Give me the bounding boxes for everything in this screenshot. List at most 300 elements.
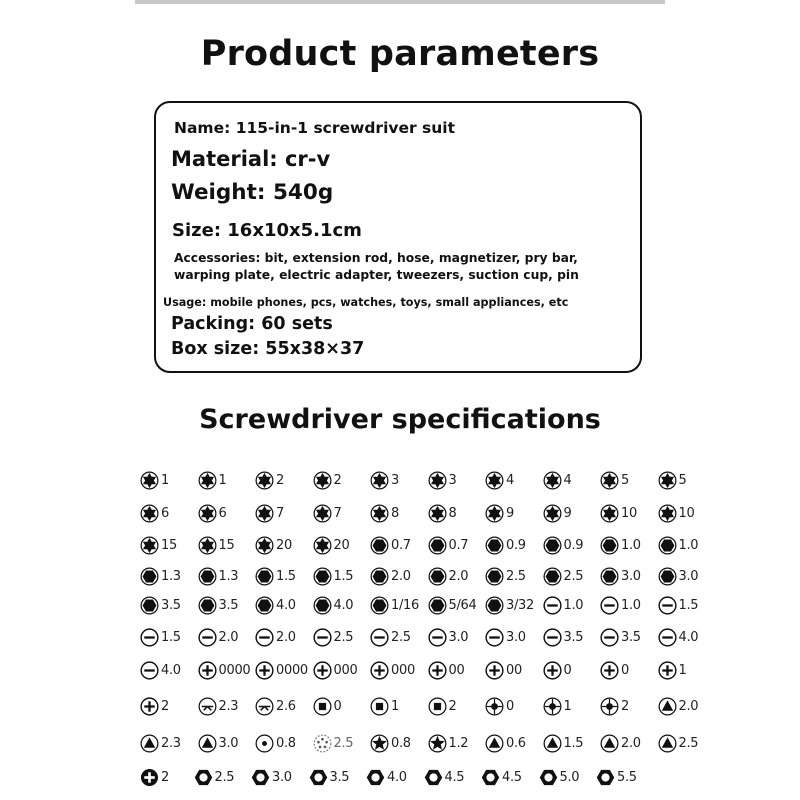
slotted-bit-icon — [658, 596, 677, 615]
hex-bit-icon — [428, 596, 447, 615]
bit-spec-item — [198, 727, 239, 759]
phillips-bit-icon — [255, 661, 274, 680]
bit-spec-item — [255, 464, 284, 496]
bit-size-label: 3 — [448, 472, 457, 488]
bit-row — [140, 589, 699, 621]
square-bit-icon — [428, 697, 447, 716]
bit-size-label: 3.5 — [329, 769, 350, 785]
bit-spec-item — [140, 654, 181, 686]
cross-bit-icon — [600, 697, 619, 716]
bit-spec-item — [658, 621, 699, 653]
bit-size-label: 0.7 — [391, 537, 411, 553]
bit-spec-item — [198, 497, 227, 529]
bit-size-label: 1.5 — [161, 629, 181, 645]
bit-spec-item — [198, 529, 235, 561]
parameters-panel — [154, 101, 642, 373]
slotted-bit-icon — [198, 628, 217, 647]
torx-bit-icon — [600, 504, 619, 523]
bit-spec-item — [428, 690, 457, 722]
torx-bit-icon — [370, 504, 389, 523]
param-usage: Usage: mobile phones, pcs, watches, toys, small appliances, etc — [163, 296, 569, 309]
bit-size-label: 1.5 — [333, 568, 354, 584]
bit-spec-item — [600, 497, 637, 529]
bit-spec-item — [481, 761, 522, 793]
bit-row — [140, 761, 680, 793]
hex-bit-icon — [140, 596, 159, 615]
bit-spec-item — [313, 529, 350, 561]
bit-size-label: 9 — [563, 505, 572, 521]
triangle-bit-icon — [600, 734, 619, 753]
bit-spec-item — [140, 761, 169, 793]
hex-bit-icon — [313, 596, 332, 615]
bit-spec-item — [313, 690, 342, 722]
bit-size-label: 5 — [678, 472, 687, 488]
phillips-bit-icon — [485, 661, 504, 680]
bit-spec-item — [255, 529, 292, 561]
torx-bit-icon — [658, 471, 677, 490]
spec-title: Screwdriver specifications — [199, 404, 601, 435]
slotted-bit-icon — [428, 628, 447, 647]
slotted-bit-icon — [255, 628, 274, 647]
bit-spec-item — [198, 654, 251, 686]
bit-spec-item — [309, 761, 350, 793]
hex-bit-icon — [255, 567, 274, 586]
bit-size-label: 3.0 — [506, 629, 526, 645]
square-bit-icon — [370, 697, 389, 716]
bit-spec-item — [255, 497, 284, 529]
bit-spec-item — [600, 464, 629, 496]
torx-bit-icon — [370, 471, 389, 490]
bit-spec-item — [366, 761, 407, 793]
torx-bit-icon — [485, 471, 504, 490]
bit-spec-item — [428, 621, 469, 653]
bit-spec-item — [485, 589, 534, 621]
bit-size-label: 0.9 — [506, 537, 526, 553]
bit-size-label: 2.0 — [391, 568, 411, 584]
bit-spec-item — [485, 464, 514, 496]
bit-spec-item — [543, 654, 572, 686]
slotted-bit-icon — [313, 628, 332, 647]
param-box-size: Box size: 55x38×37 — [171, 339, 365, 359]
bit-spec-item — [198, 621, 239, 653]
bit-spec-item — [140, 497, 169, 529]
bit-spec-item — [658, 690, 699, 722]
bit-spec-item — [370, 727, 411, 759]
bit-row — [140, 560, 699, 592]
param-material: Material: cr-v — [171, 147, 331, 171]
bit-size-label: 1/16 — [391, 597, 419, 613]
bit-spec-item — [600, 690, 629, 722]
bit-size-label: 2.5 — [506, 568, 526, 584]
bit-size-label: 4.0 — [161, 662, 181, 678]
hex-bit-icon — [543, 567, 562, 586]
torx-bit-icon — [313, 536, 332, 555]
dot-bit-icon — [255, 734, 274, 753]
bit-spec-item — [370, 464, 399, 496]
torx-bit-icon — [543, 471, 562, 490]
hex-bit-icon — [428, 567, 447, 586]
bit-size-label: 1.0 — [563, 597, 584, 613]
bit-size-label: 4.0 — [678, 629, 699, 645]
hex-bit-icon — [370, 596, 389, 615]
bit-size-label: 1 — [218, 472, 227, 488]
bit-row — [140, 529, 699, 561]
bit-size-label: 3.5 — [621, 629, 641, 645]
bit-spec-item — [543, 690, 572, 722]
bit-size-label: 0000 — [276, 662, 308, 678]
hex-bit-icon — [658, 567, 677, 586]
tri-wing-y-bit-icon — [198, 697, 217, 716]
bit-spec-item — [255, 690, 296, 722]
bit-spec-item — [600, 529, 641, 561]
bit-spec-item — [600, 589, 641, 621]
bit-spec-item — [370, 560, 411, 592]
bit-spec-item — [658, 497, 695, 529]
bit-size-label: 2 — [161, 769, 169, 785]
bit-size-label: 5.5 — [617, 769, 637, 785]
bit-spec-item — [140, 464, 169, 496]
bit-spec-item — [428, 727, 469, 759]
nut-socket-icon — [194, 768, 213, 787]
bit-size-label: 2.5 — [333, 735, 354, 751]
bit-spec-item — [485, 727, 526, 759]
bit-spec-item — [485, 560, 526, 592]
bit-size-label: 0 — [563, 662, 572, 678]
param-accessories-line2: warping plate, electric adapter, tweezers, suction cup, pin — [174, 268, 579, 282]
bit-spec-item — [251, 761, 292, 793]
bit-size-label: 2 — [276, 472, 284, 488]
bit-spec-item — [543, 560, 584, 592]
bit-spec-item — [543, 727, 584, 759]
nut-socket-icon — [366, 768, 385, 787]
bit-spec-item — [543, 497, 572, 529]
page-title: Product parameters — [200, 34, 600, 74]
bit-spec-item — [194, 761, 235, 793]
nut-socket-icon — [481, 768, 500, 787]
bit-size-label: 1 — [563, 698, 572, 714]
bit-spec-item — [600, 621, 641, 653]
bit-size-label: 2.5 — [214, 769, 235, 785]
bit-spec-item — [140, 529, 177, 561]
torx-bit-icon — [255, 536, 274, 555]
bit-spec-item — [543, 529, 584, 561]
torx-bit-icon — [198, 471, 217, 490]
bit-spec-item — [255, 589, 296, 621]
bit-spec-item — [658, 529, 699, 561]
bit-size-label: 2.0 — [218, 629, 239, 645]
triangle-bit-icon — [543, 734, 562, 753]
bit-size-label: 1.0 — [678, 537, 699, 553]
bit-size-label: 20 — [276, 537, 292, 553]
bit-spec-item — [313, 727, 354, 759]
slotted-bit-icon — [600, 596, 619, 615]
bit-size-label: 1.5 — [563, 735, 584, 751]
bit-spec-item — [428, 589, 477, 621]
bit-size-label: 15 — [218, 537, 235, 553]
bit-spec-item — [658, 727, 699, 759]
bit-size-label: 3/32 — [506, 597, 534, 613]
nut-socket-icon — [424, 768, 443, 787]
bit-size-label: 15 — [161, 537, 177, 553]
bit-row — [140, 497, 695, 529]
bit-spec-item — [370, 529, 411, 561]
bit-size-label: 4.0 — [333, 597, 354, 613]
hex-bit-icon — [370, 567, 389, 586]
hex-bit-icon — [255, 596, 274, 615]
bit-size-label: 1.0 — [621, 597, 641, 613]
bit-size-label: 3.0 — [272, 769, 292, 785]
hex-bit-icon — [198, 596, 217, 615]
bit-spec-item — [485, 654, 522, 686]
bit-spec-item — [485, 497, 514, 529]
bit-size-label: 3.0 — [621, 568, 641, 584]
bit-size-label: 4.5 — [502, 769, 522, 785]
param-size: Size: 16x10x5.1cm — [172, 220, 362, 241]
bit-size-label: 8 — [448, 505, 457, 521]
bit-spec-item — [255, 621, 296, 653]
bit-spec-item — [428, 529, 469, 561]
hex-bit-icon — [198, 567, 217, 586]
bit-size-label: 4.0 — [276, 597, 296, 613]
bit-size-label: 7 — [333, 505, 342, 521]
star-bit-icon — [428, 734, 447, 753]
bit-size-label: 3 — [391, 472, 399, 488]
bit-size-label: 6 — [161, 505, 169, 521]
bit-size-label: 5/64 — [448, 597, 477, 613]
torx-bit-icon — [140, 471, 159, 490]
bit-size-label: 2.5 — [678, 735, 699, 751]
torx-bit-icon — [255, 471, 274, 490]
bit-size-label: 2 — [621, 698, 629, 714]
bit-size-label: 6 — [218, 505, 227, 521]
bit-size-label: 0 — [333, 698, 342, 714]
hex-bit-icon — [600, 536, 619, 555]
triangle-bit-icon — [658, 734, 677, 753]
bit-spec-item — [140, 560, 181, 592]
slotted-bit-icon — [543, 596, 562, 615]
torx-bit-icon — [198, 504, 217, 523]
bit-size-label: 3.5 — [563, 629, 584, 645]
bit-spec-item — [543, 464, 572, 496]
bit-size-label: 2.3 — [218, 698, 239, 714]
hex-bit-icon — [313, 567, 332, 586]
top-divider — [135, 0, 665, 4]
bit-size-label: 0.9 — [563, 537, 584, 553]
bit-row — [140, 621, 699, 653]
bit-size-label: 2 — [161, 698, 169, 714]
bit-spec-item — [313, 560, 354, 592]
bit-size-label: 0 — [621, 662, 629, 678]
torx-bit-icon — [658, 504, 677, 523]
phillips-bit-icon — [658, 661, 677, 680]
bit-size-label: 0.8 — [391, 735, 411, 751]
bit-spec-item — [658, 464, 687, 496]
bit-size-label: 4 — [563, 472, 572, 488]
bit-size-label: 2.6 — [276, 698, 296, 714]
bit-size-label: 1.5 — [678, 597, 699, 613]
bit-spec-item — [313, 621, 354, 653]
bit-spec-item — [485, 690, 514, 722]
triangle-bit-icon — [485, 734, 504, 753]
bit-size-label: 0000 — [218, 662, 251, 678]
phillips-bit-icon — [198, 661, 217, 680]
hex-bit-icon — [370, 536, 389, 555]
hex-bit-icon — [658, 536, 677, 555]
bit-spec-item — [600, 560, 641, 592]
bit-size-label: 000 — [333, 662, 358, 678]
phillips-bit-icon — [543, 661, 562, 680]
bit-spec-item — [485, 621, 526, 653]
bit-spec-item — [140, 589, 181, 621]
bit-size-label: 1 — [678, 662, 687, 678]
slotted-bit-icon — [658, 628, 677, 647]
bit-size-label: 2 — [333, 472, 342, 488]
bit-spec-item — [370, 589, 419, 621]
bit-spec-item — [198, 589, 239, 621]
bit-size-label: 8 — [391, 505, 399, 521]
bit-spec-item — [658, 654, 687, 686]
bit-size-label: 4.0 — [387, 769, 407, 785]
phillips-bit-icon — [600, 661, 619, 680]
bit-size-label: 7 — [276, 505, 284, 521]
bit-size-label: 2.5 — [333, 629, 354, 645]
torx-bit-icon — [485, 504, 504, 523]
bit-size-label: 9 — [506, 505, 514, 521]
bit-size-label: 4.5 — [444, 769, 465, 785]
slotted-bit-icon — [140, 628, 159, 647]
param-name: Name: 115-in-1 screwdriver suit — [174, 119, 456, 137]
bit-size-label: 3.0 — [678, 568, 699, 584]
bit-size-label: 1 — [391, 698, 399, 714]
torx-bit-icon — [428, 471, 447, 490]
bit-size-label: 2.5 — [391, 629, 411, 645]
param-weight: Weight: 540g — [171, 180, 334, 205]
torx-bit-icon — [428, 504, 447, 523]
bit-size-label: 3.5 — [218, 597, 239, 613]
bit-spec-item — [255, 560, 296, 592]
bit-spec-item — [485, 529, 526, 561]
bit-spec-item — [198, 690, 239, 722]
torx-bit-icon — [313, 504, 332, 523]
phillips-bit-icon — [140, 697, 159, 716]
nut-socket-icon — [251, 768, 270, 787]
triangle-bit-icon — [198, 734, 217, 753]
slotted-bit-icon — [140, 661, 159, 680]
bit-spec-item — [424, 761, 465, 793]
hex-bit-icon — [485, 567, 504, 586]
bit-spec-item — [543, 621, 584, 653]
hex-bit-icon — [485, 596, 504, 615]
cross-bit-icon — [485, 697, 504, 716]
bit-spec-item — [198, 464, 227, 496]
bit-spec-item — [539, 761, 580, 793]
phillips-bit-icon — [370, 661, 389, 680]
bit-spec-item — [600, 727, 641, 759]
bit-size-label: 3.0 — [218, 735, 239, 751]
bit-size-label: 0 — [506, 698, 514, 714]
torx-bit-icon — [198, 536, 217, 555]
star-bit-icon — [370, 734, 389, 753]
bit-size-label: 1 — [161, 472, 169, 488]
param-accessories-line1: Accessories: bit, extension rod, hose, magnetizer, pry bar, — [174, 251, 578, 265]
param-packing: Packing: 60 sets — [171, 314, 333, 334]
bit-size-label: 0.7 — [448, 537, 469, 553]
bit-spec-item — [313, 464, 342, 496]
bit-size-label: 2.0 — [621, 735, 641, 751]
bit-size-label: 5 — [621, 472, 629, 488]
bit-spec-item — [313, 497, 342, 529]
bit-size-label: 20 — [333, 537, 350, 553]
bit-size-label: 1.5 — [276, 568, 296, 584]
triangle-bit-icon — [140, 734, 159, 753]
triangle-bit-icon — [658, 697, 677, 716]
bit-size-label: 2 — [448, 698, 457, 714]
bit-row — [140, 727, 699, 759]
square-bit-icon — [313, 697, 332, 716]
bit-spec-item — [198, 560, 239, 592]
bit-size-label: 5.0 — [559, 769, 580, 785]
torx-bit-icon — [313, 471, 332, 490]
bit-size-label: 10 — [678, 505, 695, 521]
tri-wing-y-bit-icon — [255, 697, 274, 716]
hex-bit-icon — [600, 567, 619, 586]
bit-size-label: 3.0 — [448, 629, 469, 645]
bit-size-label: 4 — [506, 472, 514, 488]
bit-size-label: 1.0 — [621, 537, 641, 553]
bit-size-label: 0.6 — [506, 735, 526, 751]
slotted-bit-icon — [370, 628, 389, 647]
torx-bit-icon — [255, 504, 274, 523]
bit-spec-item — [370, 690, 399, 722]
bit-size-label: 0.8 — [276, 735, 296, 751]
bit-size-label: 3.5 — [161, 597, 181, 613]
hex-bit-icon — [543, 536, 562, 555]
bit-spec-item — [140, 621, 181, 653]
bit-spec-item — [428, 497, 457, 529]
bit-row — [140, 690, 699, 722]
cross-bit-icon — [543, 697, 562, 716]
torx-bit-icon — [543, 504, 562, 523]
bit-spec-item — [255, 654, 308, 686]
bit-spec-item — [658, 560, 699, 592]
bit-spec-item — [596, 761, 637, 793]
bit-size-label: 000 — [391, 662, 415, 678]
slotted-bit-icon — [485, 628, 504, 647]
bit-size-label: 1.2 — [448, 735, 469, 751]
bit-spec-item — [600, 654, 629, 686]
torx-bit-icon — [600, 471, 619, 490]
phillips-bit-icon — [313, 661, 332, 680]
hex-bit-icon — [140, 567, 159, 586]
bit-spec-item — [658, 589, 699, 621]
bit-spec-item — [255, 727, 296, 759]
bit-row — [140, 654, 687, 686]
bit-size-label: 00 — [506, 662, 522, 678]
bit-size-label: 1.3 — [161, 568, 181, 584]
hex-bit-icon — [485, 536, 504, 555]
torx-bit-icon — [140, 536, 159, 555]
bit-spec-item — [428, 464, 457, 496]
hex-bit-icon — [428, 536, 447, 555]
bit-spec-item — [428, 560, 469, 592]
bit-spec-item — [313, 654, 358, 686]
bit-spec-item — [370, 497, 399, 529]
bit-spec-item — [543, 589, 584, 621]
pentalobe-bit-icon — [313, 734, 332, 753]
slotted-bit-icon — [543, 628, 562, 647]
bit-size-label: 10 — [621, 505, 637, 521]
bit-spec-item — [370, 654, 415, 686]
